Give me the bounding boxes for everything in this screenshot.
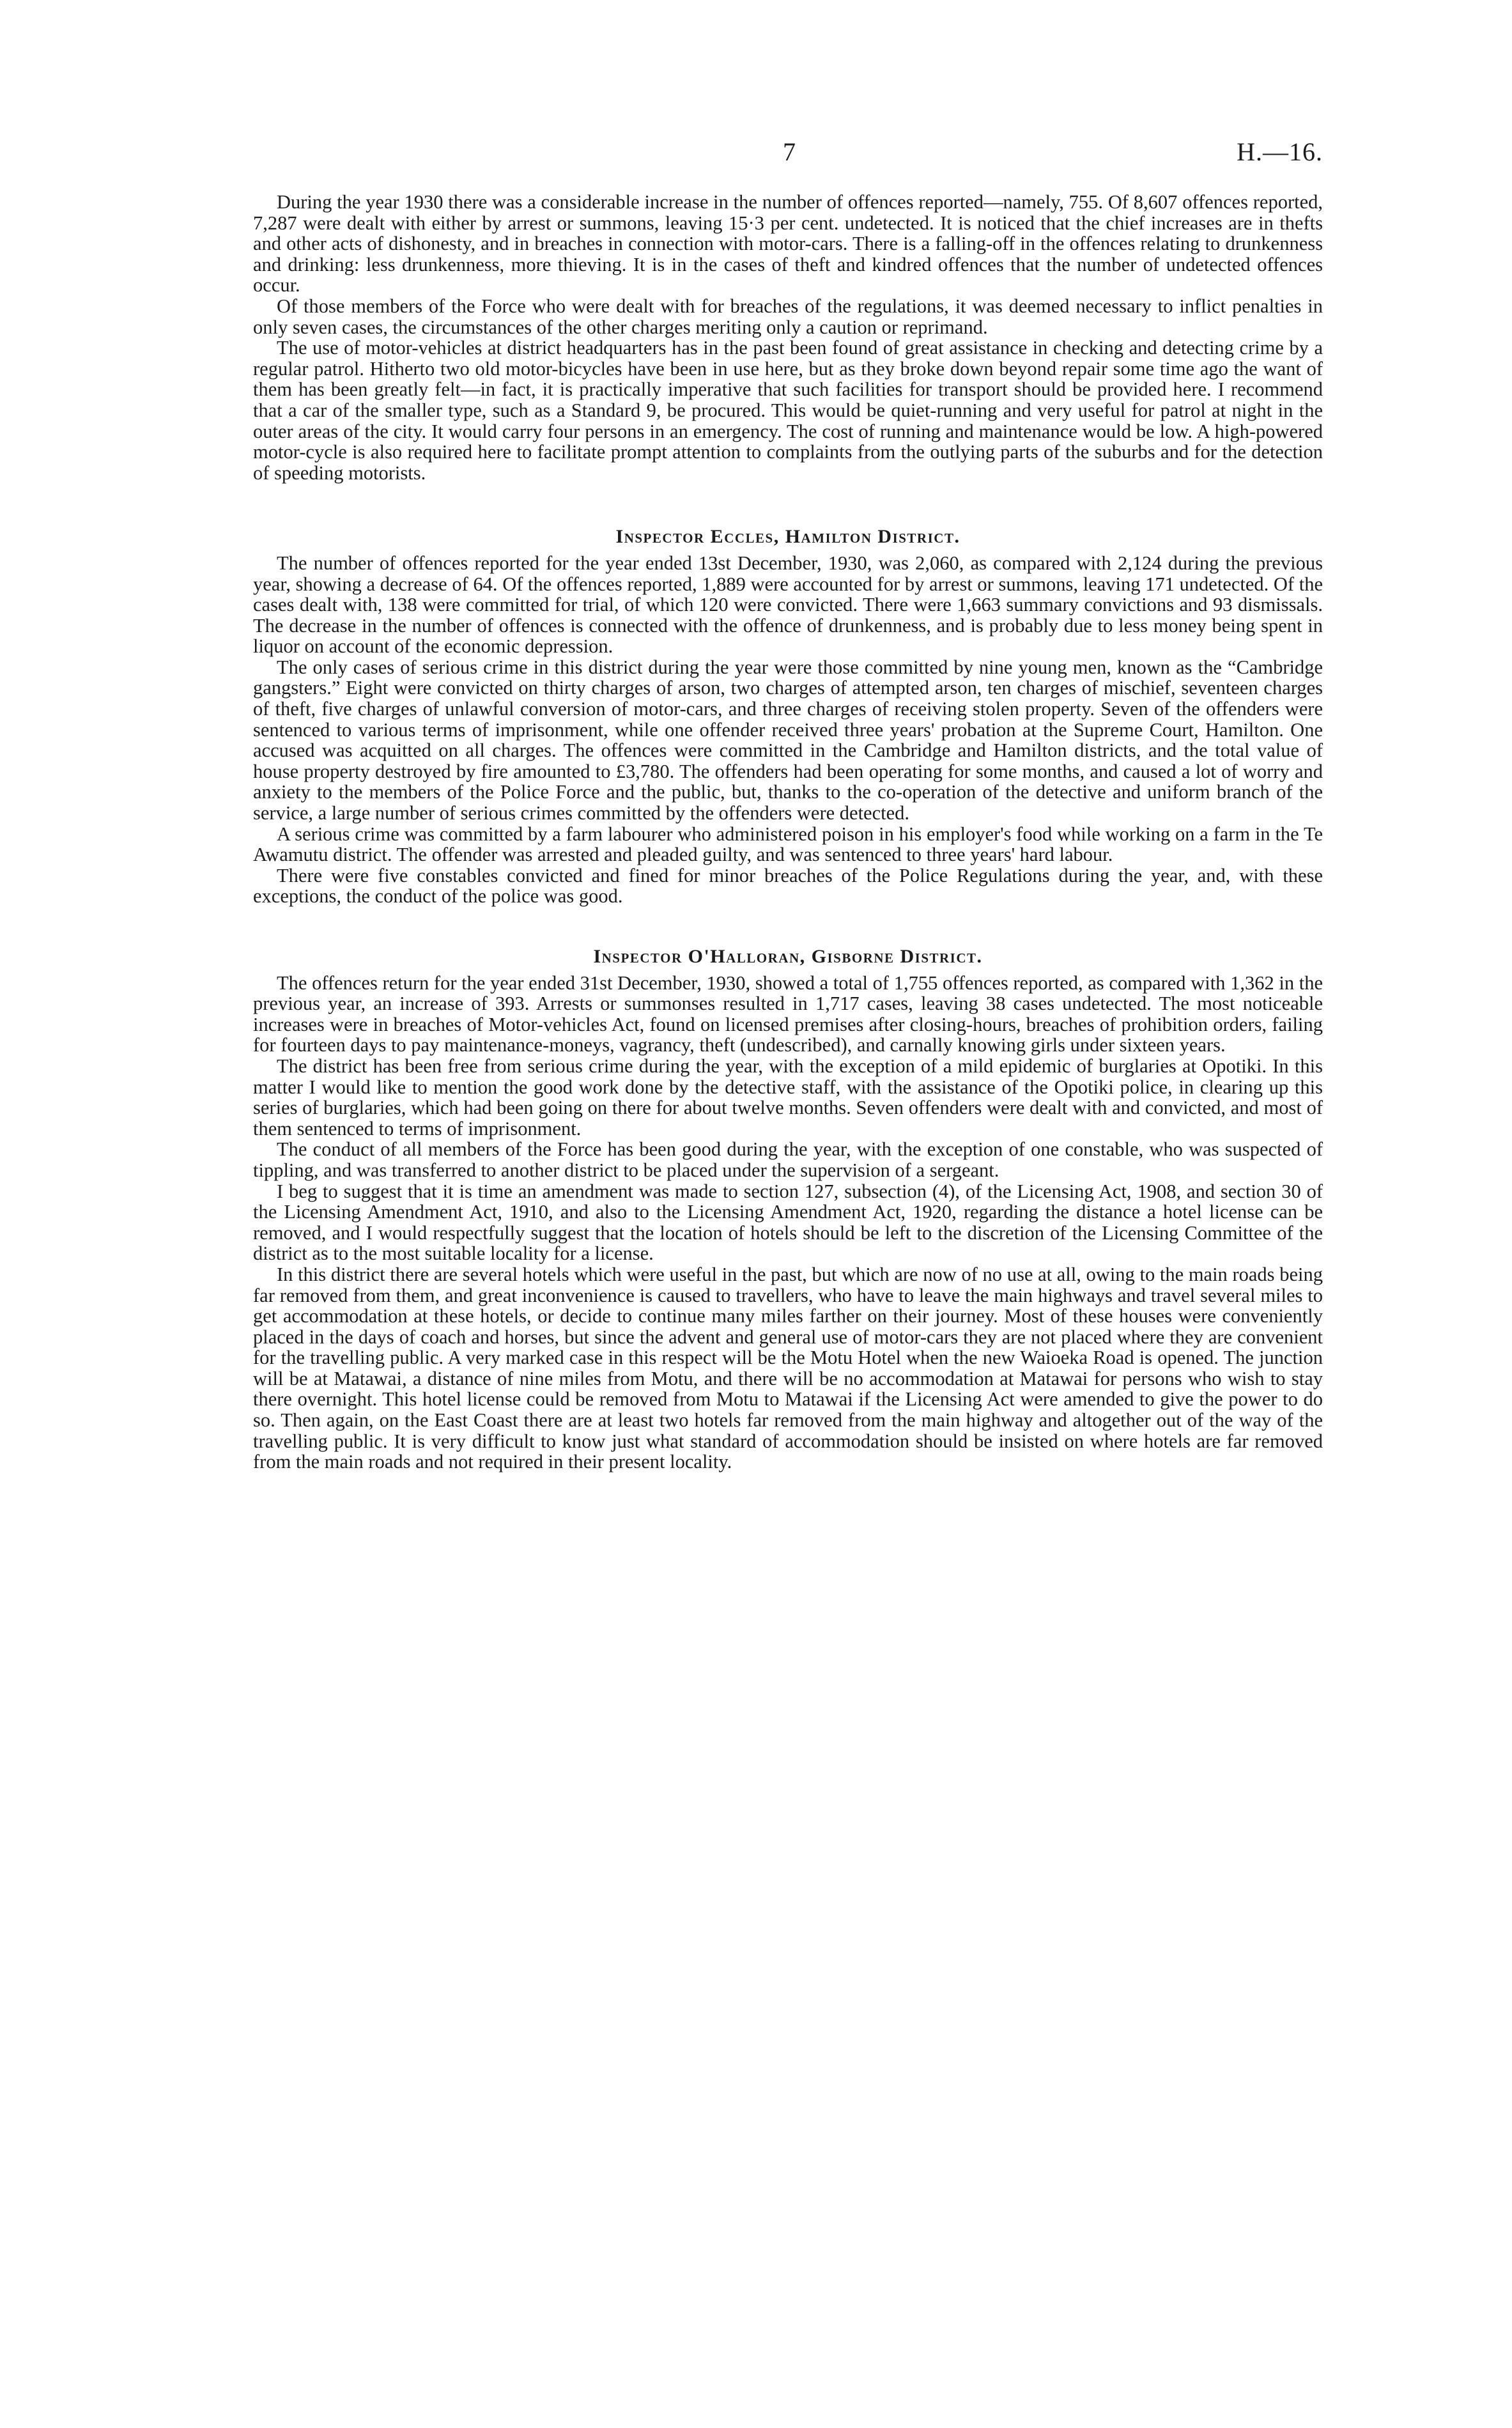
- page-number: 7: [783, 137, 796, 166]
- section-hamilton-district: [253, 527, 1323, 907]
- document-body: [253, 192, 1323, 1473]
- paragraph: Of those members of the Force who were dealt with for breaches of the regulations, it was deemed necessary to inflict penalties in only seven cases, the circumstances of the other charges meriting only a caution or reprimand.: [253, 295, 1323, 338]
- section-heading: Inspector O'Halloran, Gisborne District.: [593, 946, 983, 967]
- paragraph: A serious crime was committed by a farm labourer who administered poison in his employer's food while working on a farm in the Te Awamutu district. The offender was arrested and pleaded guilty, and was sentenced to three years' hard labour.: [253, 823, 1323, 866]
- paragraph: There were five constables convicted and fined for minor breaches of the Police Regulations during the year, and, with these exceptions, the conduct of the police was good.: [253, 864, 1323, 908]
- paragraph: The conduct of all members of the Force has been good during the year, with the exception of one constable, who was suspected of tippling, and was transferred to another district to be placed under the supervision of a sergeant.: [253, 1138, 1323, 1181]
- report-code: H.—16.: [1237, 137, 1323, 166]
- paragraph: The only cases of serious crime in this district during the year were those committed by nine young men, known as the “Cambridge gangsters.” Eight were convicted on thirty charges of arson, two charges of attempted arson, ten charges of mischief, seventeen charges of theft, five charges of unlawful conversion of motor-cars, and three charges of receiving stolen property. Seven of the offenders were sentenced to various terms of imprisonment, while one offender received three years' probation at the Supreme Court, Hamilton. One accused was acquitted on all charges. The offences were committed in the Cambridge and Hamilton districts, and the total value of house property destroyed by fire amounted to £3,780. The offenders had been operating for some months, and caused a lot of worry and anxiety to the members of the Police Force and the public, but, thanks to the co-operation of the detective and uniform branch of the service, a large number of serious crimes committed by the offenders were detected.: [253, 656, 1323, 824]
- paragraph: The use of motor-vehicles at district headquarters has in the past been found of great assistance in checking and detecting crime by a regular patrol. Hitherto two old motor-bicycles have been in use here, but as they broke down beyond repair some time ago the want of them has been greatly felt—in fact, it is practically imperative that such facilities for transport should be provided here. I recommend that a car of the smaller type, such as a Standard 9, be procured. This would be quiet-running and very useful for patrol at night in the outer areas of the city. It would carry four persons in an emergency. The cost of running and maintenance would be low. A high-powered motor-cycle is also required here to facilitate prompt attention to complaints from the outlying parts of the suburbs and for the detection of speeding motorists.: [253, 337, 1323, 484]
- paragraph: The district has been free from serious crime during the year, with the exception of a mild epidemic of burglaries at Opotiki. In this matter I would like to mention the good work done by the detective staff, with the assistance of the Opotiki police, in clearing up this series of burglaries, which had been going on there for about twelve months. Seven offenders were dealt with and convicted, and most of them sentenced to terms of imprisonment.: [253, 1055, 1323, 1140]
- paragraph: I beg to suggest that it is time an amendment was made to section 127, subsection (4), of the Licensing Act, 1908, and section 30 of the Licensing Amendment Act, 1910, and also to the Licensing Amendment Act, 1920, regarding the distance a hotel license can be removed, and I would respectfully suggest that the location of hotels should be left to the discretion of the Licensing Committee of the district as to the most suitable locality for a license.: [253, 1180, 1323, 1265]
- paragraph: During the year 1930 there was a considerable increase in the number of offences reported—namely, 755. Of 8,607 offences reported, 7,287 were dealt with either by arrest or summons, leaving 15·3 per cent. undetected. It is noticed that the chief increases are in thefts and other acts of dishonesty, and in breaches in connection with motor-cars. There is a falling-off in the offences relating to drunkenness and drinking: less drunkenness, more thieving. It is in the cases of theft and kindred offences that the number of undetected offences occur.: [253, 191, 1323, 297]
- section-auckland-district: [253, 192, 1323, 483]
- paragraph: In this district there are several hotels which were useful in the past, but which are now of no use at all, owing to the main roads being far removed from them, and great inconvenience is caused to travellers, who have to leave the main highways and travel several miles to get accommodation at these hotels, or decide to continue many miles farther on their journey. Most of these houses were conveniently placed in the days of coach and horses, but since the advent and general use of motor-cars they are not placed where they are convenient for the travelling public. A very marked case in this respect will be the Motu Hotel when the new Waioeka Road is opened. The junction will be at Matawai, a distance of nine miles from Motu, and there will be no accommodation at Matawai for persons who wish to stay there overnight. This hotel license could be removed from Motu to Matawai if the Licensing Act were amended to give the power to do so. Then again, on the East Coast there are at least two hotels far removed from the main highway and altogether out of the way of the travelling public. It is very difficult to know just what standard of accommodation should be insisted on where hotels are far removed from the main roads and not required in their present locality.: [253, 1263, 1323, 1473]
- section-gisborne-district: [253, 947, 1323, 1473]
- paragraph: The offences return for the year ended 31st December, 1930, showed a total of 1,755 offences reported, as compared with 1,362 in the previous year, an increase of 393. Arrests or summonses resulted in 1,717 cases, leaving 38 cases undetected. The most noticeable increases were in breaches of Motor-vehicles Act, found on licensed premises after closing-hours, breaches of prohibition orders, failing for fourteen days to pay maintenance-moneys, vagrancy, theft (undescribed), and carnally knowing girls under sixteen years.: [253, 971, 1323, 1056]
- page-header: [256, 137, 1323, 175]
- section-heading: Inspector Eccles, Hamilton District.: [615, 526, 960, 548]
- paragraph: The number of offences reported for the year ended 13st December, 1930, was 2,060, as compared with 2,124 during the previous year, showing a decrease of 64. Of the offences reported, 1,889 were accounted for by arrest or summons, leaving 171 undetected. Of the cases dealt with, 138 were committed for trial, of which 120 were convicted. There were 1,663 summary convictions and 93 dismissals. The decrease in the number of offences is connected with the offence of drunkenness, and is probably due to less money being spent in liquor on account of the economic depression.: [253, 552, 1323, 658]
